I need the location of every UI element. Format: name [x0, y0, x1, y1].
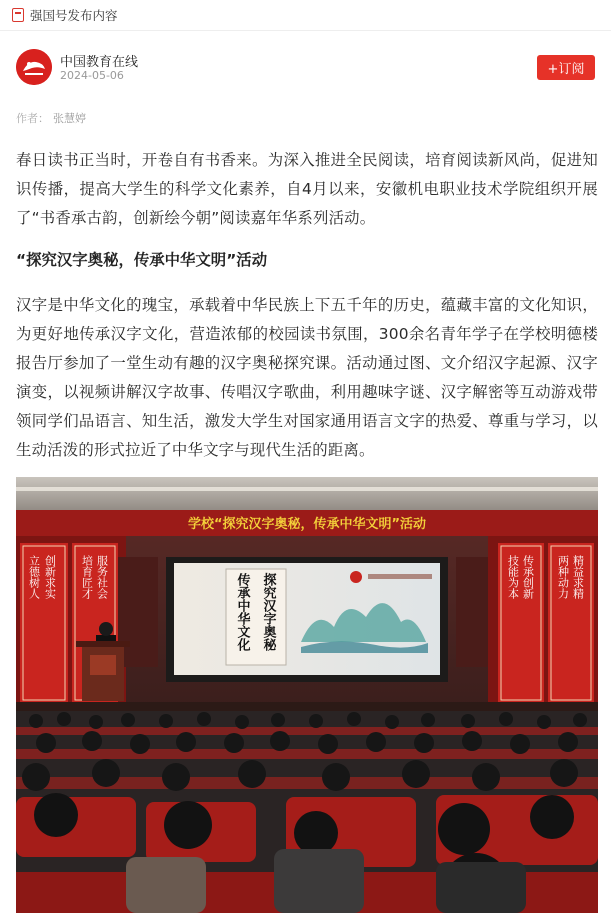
right-couplet-4: 精益求精: [571, 555, 585, 599]
left-couplet-2: 培育匠才: [80, 555, 94, 599]
banner-text: 学校“探究汉字奥秘，传承中华文明”活动: [187, 517, 427, 532]
left-couplet-3: 创新求实: [43, 555, 57, 599]
screen-title-col2: 传承中华文化: [234, 573, 250, 651]
publisher-avatar[interactable]: [16, 49, 52, 85]
right-couplet-3: 两种动力: [556, 555, 570, 599]
article-paragraph: 汉字是中华文化的瑰宝，承载着中华民族上下五千年的历史，蕴藏丰富的文化知识，为更好地传承汉字文化，营造浓郁的校园读书氛围，300余名青年学子在学校明德楼报告厅参加了一堂生动有趣的汉字奥秘探究课。活动通过图、文介绍汉字起源、汉字演变，以视频讲解汉字故事、传唱汉字歌曲，利用趣味字谜、汉字解密等互动游戏带领同学们品语言、知生活，激发大学生对国家通用语言文字的热爱、尊重与学习，以生动活泼的形式拉近了中华文字与现代生活的距离。: [16, 296, 598, 459]
section-heading: “探究汉字奥秘，传承中华文明”活动: [16, 251, 268, 269]
byline-prefix: 作者：: [16, 112, 49, 125]
right-couplet-2: 传承创新: [521, 555, 535, 599]
source-bar: [0, 0, 611, 31]
publisher-logo-icon: [16, 49, 52, 85]
screen-title-col1: 探究汉字奥秘: [260, 573, 276, 651]
source-label: 强国号发布内容: [30, 8, 118, 23]
event-photo[interactable]: [16, 477, 598, 913]
byline: [16, 110, 86, 126]
publisher-row: [16, 48, 595, 88]
projection-screen: [174, 563, 440, 675]
book-icon: [12, 8, 24, 22]
publisher-name[interactable]: 中国教育在线: [60, 55, 139, 70]
subscribe-button[interactable]: +订阅: [537, 55, 595, 80]
publish-date: 2024-05-06: [60, 69, 124, 82]
author-name: 张慧婷: [53, 112, 86, 125]
article-paragraph: 春日读书正当时，开卷自有书香来。为深入推进全民阅读，培育阅读新风尚，促进知识传播，提高大学生的科学文化素养，自4月以来，安徽机电职业技术学院组织开展了“书香承古韵，创新绘今朝”阅读嘉年华系列活动。: [16, 151, 598, 227]
right-couplet-1: 技能为本: [506, 555, 520, 599]
left-couplet-4: 服务社会: [95, 555, 109, 599]
left-couplet-1: 立德树人: [27, 555, 41, 599]
